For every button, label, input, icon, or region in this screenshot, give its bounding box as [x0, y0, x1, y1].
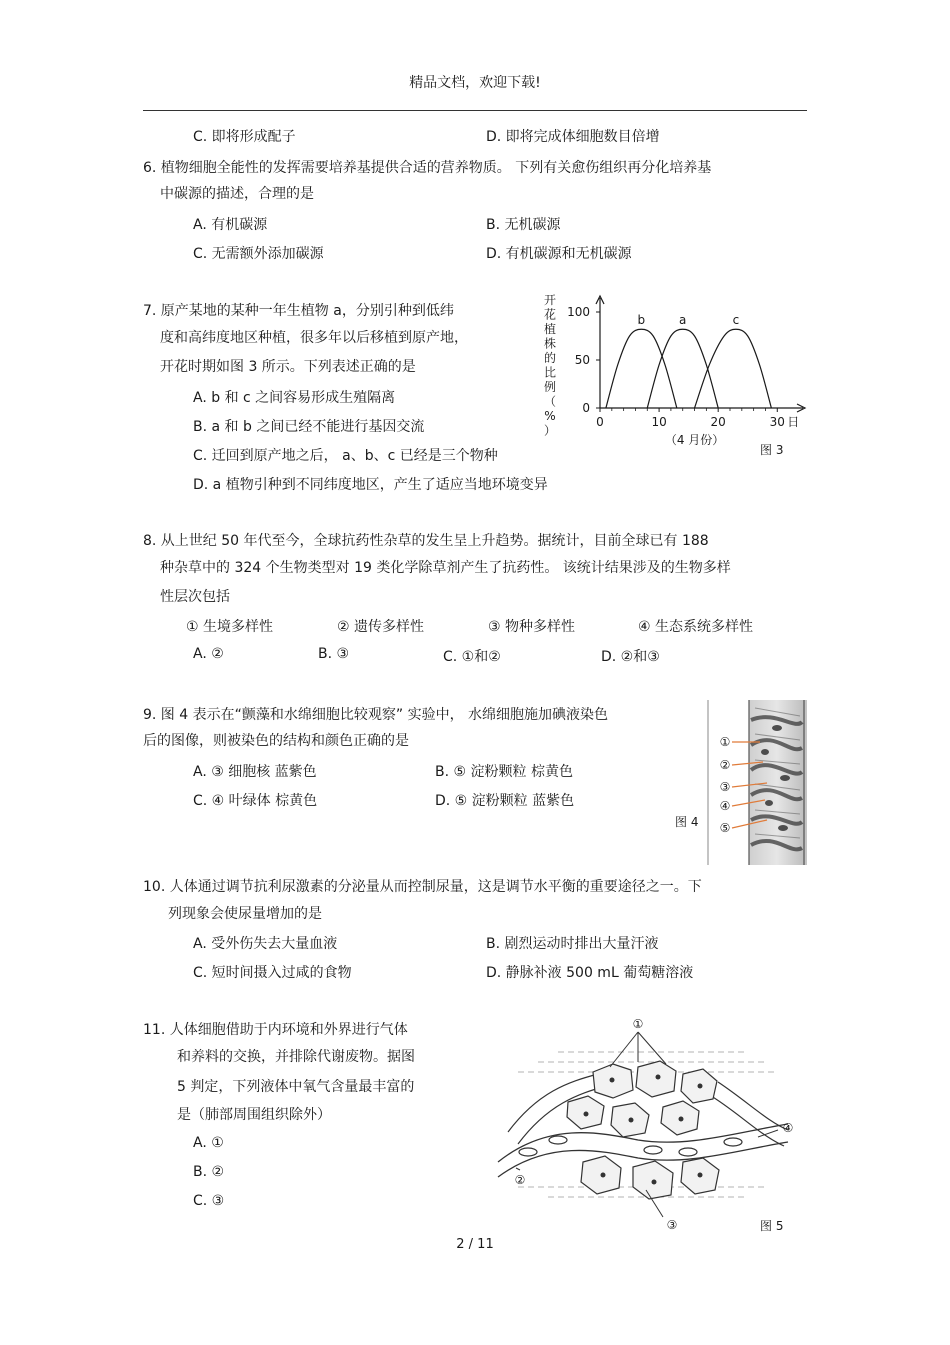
q9-option-d: D. ⑤ 淀粉颗粒 蓝紫色: [435, 793, 575, 809]
figure-5-label-1: ①: [632, 1017, 644, 1031]
q5-option-d: D. 即将完成体细胞数目倍增: [486, 129, 660, 145]
figure-5-tissue-diagram: [488, 1012, 800, 1234]
q8-stem-line-3: 性层次包括: [160, 589, 230, 605]
chart-x-tick-label: 20: [710, 415, 726, 429]
chart-series-b-line: [606, 329, 677, 408]
chart-y-tick-label: 0: [582, 401, 590, 415]
q7-option-b: B. a 和 b 之间已经不能进行基因交流: [193, 419, 425, 435]
chart-x-tick-label: 0: [596, 415, 604, 429]
q8-option-c: C. ①和②: [443, 649, 501, 665]
figure-4-caption: 图 4: [675, 815, 699, 829]
q8-option-d: D. ②和③: [601, 649, 660, 665]
figure-5-label-4: ④: [782, 1121, 794, 1135]
figure-5-label-2: ②: [514, 1173, 526, 1187]
q7-option-d: D. a 植物引种到不同纬度地区，产生了适应当地环境变异: [193, 477, 548, 493]
chart-series-a-label: a: [679, 313, 687, 327]
figure-5-caption: 图 5: [760, 1219, 784, 1233]
q10-option-a: A. 受外伤失去大量血液: [193, 936, 338, 952]
figure-4-spirogyra-image: [705, 700, 810, 865]
page-number: 2 / 11: [456, 1237, 494, 1252]
chart-y-tick-label: 50: [574, 353, 590, 367]
q6-option-b: B. 无机碳源: [486, 217, 561, 233]
q6-stem-line-2: 中碳源的描述，合理的是: [160, 186, 314, 202]
q6-option-c: C. 无需额外添加碳源: [193, 246, 324, 262]
q9-stem-line-1: 9. 图 4 表示在“颤藻和水绵细胞比较观察” 实验中， 水绵细胞施加碘液染色: [143, 707, 609, 723]
figure-4-label-5: ⑤: [719, 821, 731, 835]
chart-series-c-line: [695, 329, 772, 408]
q6-option-d: D. 有机碳源和无机碳源: [486, 246, 632, 262]
q8-item-2: ② 遗传多样性: [337, 619, 425, 635]
chart-y-tick-label: 100: [567, 305, 590, 319]
q8-stem-line-1: 8. 从上世纪 50 年代至今，全球抗药性杂草的发生呈上升趋势。据统计，目前全球已有 188: [143, 533, 709, 549]
q8-stem-line-2: 种杂草中的 324 个生物类型对 19 类化学除草剂产生了抗药性。 该统计结果涉及的生物多样: [160, 560, 731, 576]
chart-y-label-char: 比: [543, 365, 557, 380]
q9-option-c: C. ④ 叶绿体 棕黄色: [193, 793, 318, 809]
q10-stem-line-2: 列现象会使尿量增加的是: [168, 906, 322, 922]
q8-item-1: ① 生境多样性: [186, 619, 274, 635]
chart-series-c-label: c: [732, 313, 740, 327]
chart-y-label-char: 株: [543, 336, 557, 351]
q7-option-a: A. b 和 c 之间容易形成生殖隔离: [193, 390, 396, 406]
page-header: 精品文档，欢迎下载!: [409, 75, 541, 91]
q9-option-a: A. ③ 细胞核 蓝紫色: [193, 764, 317, 780]
q11-stem-line-4: 是（肺部周围组织除外）: [177, 1107, 331, 1123]
header-divider: [143, 110, 807, 111]
figure-4-label-2: ②: [719, 758, 731, 772]
q8-item-3: ③ 物种多样性: [488, 619, 576, 635]
chart-y-label-char: 的: [543, 351, 557, 365]
q7-stem-line-2: 度和高纬度地区种植，很多年以后移植到原产地，: [160, 330, 468, 346]
chart-x-tick-label: 30: [769, 415, 785, 429]
q5-option-c: C. 即将形成配子: [193, 129, 296, 145]
q9-option-b: B. ⑤ 淀粉颗粒 棕黄色: [435, 764, 573, 780]
chart-y-label-char: 开: [543, 293, 557, 307]
q8-item-4: ④ 生态系统多样性: [638, 619, 754, 635]
chart-y-axis-label: [544, 293, 556, 438]
q11-option-b: B. ②: [193, 1164, 225, 1180]
figure-4-label-4: ④: [719, 799, 731, 813]
q10-stem-line-1: 10. 人体通过调节抗利尿激素的分泌量从而控制尿量，这是调节水平衡的重要途径之一。下: [143, 879, 702, 895]
chart-x-unit: 日: [787, 415, 800, 429]
q7-stem-line-3: 开花时期如图 3 所示。下列表述正确的是: [160, 359, 416, 375]
chart-series-group: [606, 313, 771, 408]
q8-option-a: A. ②: [193, 646, 224, 662]
q8-option-b: B. ③: [318, 646, 350, 662]
q11-option-c: C. ③: [193, 1193, 225, 1209]
q6-option-a: A. 有机碳源: [193, 217, 268, 233]
q11-stem-line-1: 11. 人体细胞借助于内环境和外界进行气体: [143, 1022, 408, 1038]
figure-4-label-1: ①: [719, 735, 731, 749]
q11-stem-line-2: 和养料的交换，并排除代谢废物。据图: [177, 1049, 415, 1065]
chart-y-label-char: （: [543, 394, 557, 409]
q10-option-b: B. 剧烈运动时排出大量汗液: [486, 936, 659, 952]
q10-option-d: D. 静脉补液 500 mL 葡萄糖溶液: [486, 965, 694, 981]
chart-y-label-char: %: [544, 409, 556, 423]
q11-stem-line-3: 5 判定，下列液体中氧气含量最丰富的: [177, 1079, 415, 1095]
figure-4-label-3: ③: [719, 780, 731, 794]
chart-y-label-char: ）: [543, 423, 557, 438]
q9-stem-line-2: 后的图像，则被染色的结构和颜色正确的是: [143, 733, 409, 749]
chart-x-tick-label: 10: [651, 415, 667, 429]
figure-5-label-3: ③: [666, 1218, 678, 1232]
q10-option-c: C. 短时间摄入过咸的食物: [193, 965, 352, 981]
figure-3-chart: [538, 290, 818, 465]
q7-option-c: C. 迁回到原产地之后， a、b、c 已经是三个物种: [193, 448, 498, 464]
chart-x-axis-label: （4 月份）: [664, 433, 725, 447]
q11-option-a: A. ①: [193, 1135, 224, 1151]
chart-y-label-char: 植: [543, 322, 557, 336]
q7-stem-line-1: 7. 原产某地的某种一年生植物 a，分别引种到低纬: [143, 303, 454, 319]
q6-stem-line-1: 6. 植物细胞全能性的发挥需要培养基提供合适的营养物质。 下列有关愈伤组织再分化培养基: [143, 160, 712, 176]
chart-caption: 图 3: [760, 443, 784, 457]
chart-axes: [596, 296, 805, 412]
chart-y-label-char: 例: [543, 380, 557, 394]
chart-series-b-label: b: [637, 313, 646, 327]
chart-y-label-char: 花: [543, 307, 557, 322]
